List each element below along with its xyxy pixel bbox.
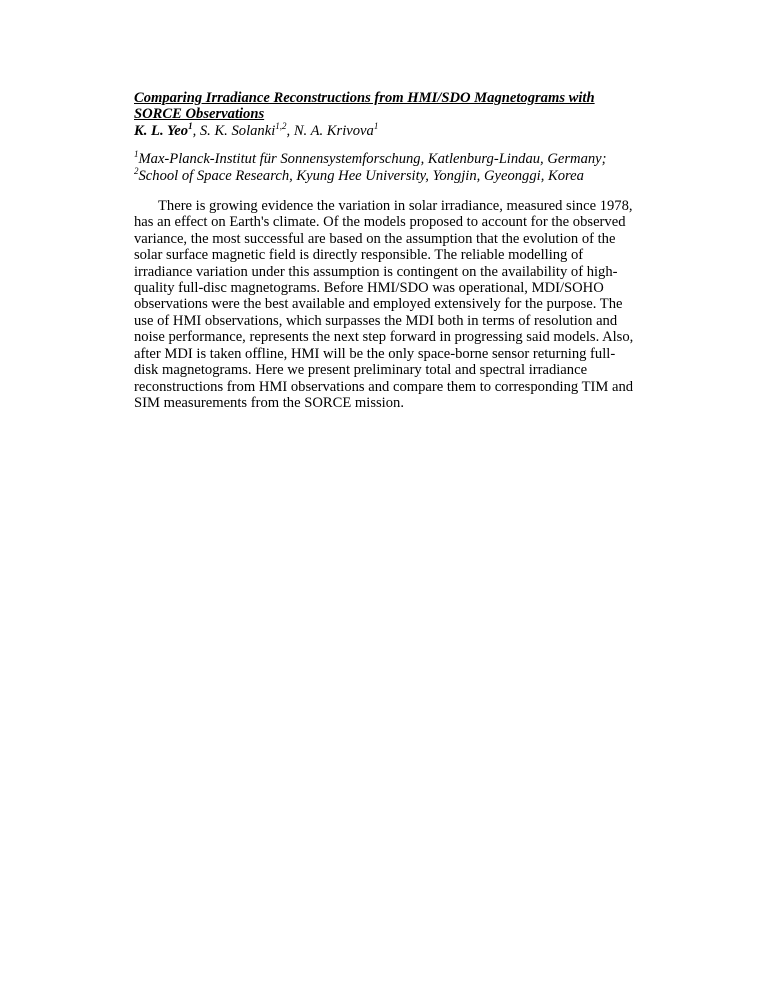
abstract-paragraph: There is growing evidence the variation in solar irradiance, measured since 1978, has an effect on Earth's climate. Of the models proposed to account for the observed variance, the most successful are based on the assumption that the evolution of the solar surface magnetic field is directly responsible. The reliable modelling of irradiance variation under this assumption is contingent on the availability of high-quality full-disc magnetograms. Before HMI/SDO was operational, MDI/SOHO observations were the best available and employed extensively for the purpose. The use of HMI observations, which surpasses the MDI both in terms of resolution and noise performance, represents the next step forward in progressing said models. Also, after MDI is taken offline, HMI will be the only space-borne sensor returning full-disk magnetograms. Here we present preliminary total and spectral irradiance reconstructions from HMI observations and compare them to corresponding TIM and SIM measurements from the SORCE mission. [134,198,634,411]
document-content [134,90,634,411]
author-yeo-affil: 1 [188,120,193,131]
author-yeo: K. L. Yeo [134,122,189,139]
paper-title-line2: SORCE Observations [134,106,265,123]
affiliation-1 [134,151,634,167]
paper-title [134,90,634,123]
author-krivova-affil: 1 [373,120,379,131]
author-solanki: , S. K. Solanki [192,122,276,139]
author-krivova: , N. A. Krivova [286,122,374,139]
affiliation-1-marker: 1 [134,149,139,160]
affiliation-1-text: Max-Planck-Institut für Sonnensystemforschung, Katlenburg-Lindau, Germany; [138,151,607,168]
affiliations [134,151,634,184]
affiliation-2 [134,165,634,184]
affiliation-2-text: School of Space Research, Kyung Hee University, Yongjin, Gyeonggi, Korea [138,167,584,184]
affiliation-2-marker: 2 [134,165,139,176]
paper-title-line1: Comparing Irradiance Reconstructions from HMI/SDO Magnetograms with [134,90,595,106]
author-solanki-affil: 1,2 [275,120,287,131]
author-list [134,120,634,139]
